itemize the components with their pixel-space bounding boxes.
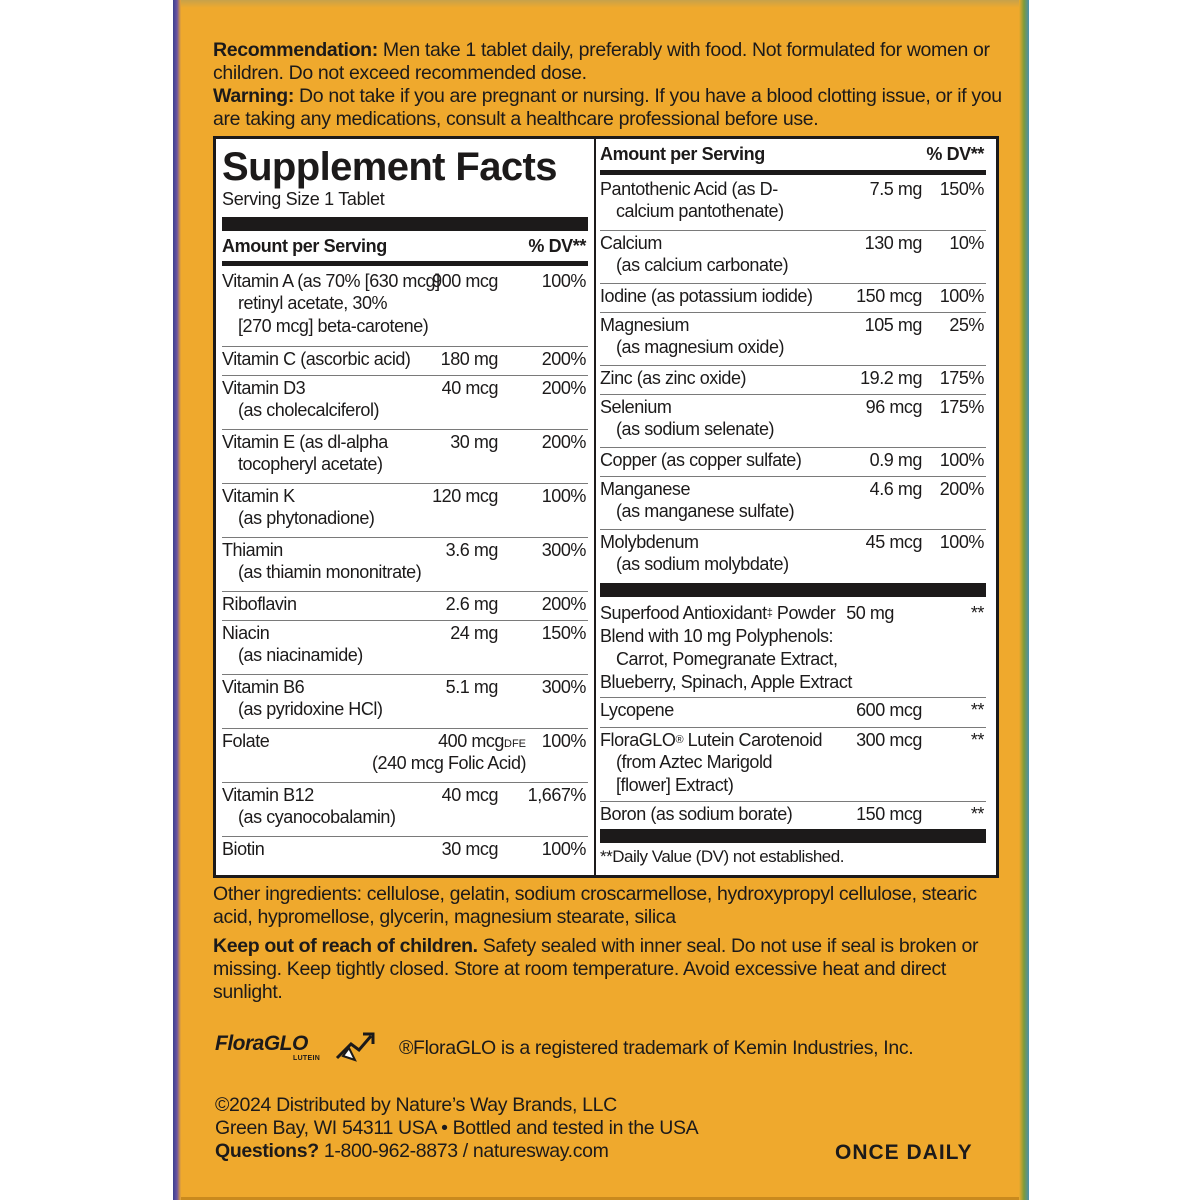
nutrient-source: (as sodium molybdate): [616, 554, 789, 574]
nutrient-source: (as cholecalciferol): [238, 400, 380, 420]
nutrient-amount-value: 900 mcg: [432, 271, 498, 291]
nutrient-dv: 175%: [939, 397, 984, 417]
nutrient-amount-value: 0.9 mg: [869, 450, 922, 470]
nutrient-source: tocopheryl acetate): [238, 454, 383, 474]
warning-paragraph: [213, 85, 1003, 131]
nutrient-amount-value: 120 mcg: [432, 486, 498, 506]
nutrient-amount-value: 30 mcg: [441, 839, 498, 859]
nutrient-name: Vitamin A (as 70% [630 mcg]: [222, 271, 440, 291]
warning-label: Warning:: [213, 85, 294, 107]
nutrient-dv: 25%: [949, 315, 984, 335]
distributor-line: ©2024 Distributed by Nature’s Way Brands, LLC: [215, 1094, 617, 1116]
facts-right-column: [600, 139, 986, 875]
nutrient-row: [222, 537, 588, 591]
nutrient-amount: [442, 838, 498, 861]
nutrient-amount: [866, 531, 922, 554]
nutrient-name: Riboflavin: [222, 594, 297, 614]
nutrient-name: Zinc (as zinc oxide): [600, 368, 747, 388]
nutrient-dv: 200%: [541, 432, 586, 452]
nutrient-dv: **: [970, 700, 984, 720]
address-line: Green Bay, WI 54311 USA • Bottled and tested in the USA: [215, 1117, 699, 1139]
nutrient-name: Iodine (as potassium iodide): [600, 286, 813, 306]
nutrient-source: (as calcium carbonate): [616, 255, 789, 275]
nutrient-row: [600, 283, 986, 312]
nutrient-dv: 100%: [939, 450, 984, 470]
nutrient-source: (240 mcg Folic Acid): [372, 753, 527, 773]
nutrient-amount: [446, 593, 498, 616]
recommendation-text: Men take 1 tablet daily, preferably with food. Not formulated for women or children. Do not exceed recommended dose.: [213, 39, 990, 84]
nutrient-dv: 300%: [541, 540, 586, 560]
nutrient-dv: 200%: [541, 349, 586, 369]
nutrient-dv: 100%: [939, 286, 984, 306]
nutrient-row: [222, 674, 588, 728]
nutrient-name: Selenium: [600, 397, 672, 417]
facts-left-column: [222, 139, 588, 875]
nutrient-amount: [446, 676, 498, 699]
nutrient-amount: 300 mcg: [856, 730, 922, 750]
nutrient-amount: [865, 314, 922, 337]
nutrient-row: [600, 447, 986, 476]
dv-header: % DV**: [528, 236, 586, 256]
nutrient-row: [222, 728, 588, 782]
nutrient-amount: [856, 285, 922, 308]
nutrient-amount: [432, 485, 498, 508]
floraglo-logo: [215, 1030, 377, 1070]
nutrient-dv: **: [970, 730, 984, 750]
keep-out-paragraph: [213, 935, 1003, 1004]
nutrient-amount: [442, 377, 498, 400]
nutrient-name: Magnesium: [600, 315, 689, 335]
package-panel: [173, 0, 1029, 1200]
questions-contact: 1-800-962-8873 / naturesway.com: [318, 1140, 609, 1162]
nutrient-amount-value: 130 mg: [864, 233, 922, 253]
thick-rule: [600, 829, 986, 843]
lycopene-row: [600, 697, 986, 727]
serving-size: Serving Size 1 Tablet: [222, 189, 385, 209]
nutrient-source: (as cyanocobalamin): [238, 807, 396, 827]
nutrient-dv: 100%: [939, 532, 984, 552]
blend-line-2: Blend with 10 mg Polyphenols:: [600, 626, 834, 646]
nutrient-dv: 100%: [541, 731, 586, 751]
nutrient-row: [600, 476, 986, 529]
nutrient-amount-value: 7.5 mg: [869, 179, 922, 199]
nutrient-source: (as thiamin mononitrate): [238, 562, 422, 582]
amount-header: Amount per Serving: [600, 144, 765, 164]
nutrient-amount: [865, 232, 922, 255]
nutrient-source: retinyl acetate, 30% [270 mcg] beta-carotene): [238, 293, 429, 336]
questions-line: [215, 1140, 775, 1163]
nutrient-name: Niacin: [222, 623, 270, 643]
nutrient-amount: [432, 270, 498, 293]
nutrient-amount-value: 3.6 mg: [445, 540, 498, 560]
nutrient-row: [600, 312, 986, 365]
nutrient-row: [222, 836, 588, 865]
nutrient-row: [600, 394, 986, 447]
column-divider: [594, 139, 596, 875]
nutrient-name: Vitamin B6: [222, 677, 305, 697]
nutrient-dv: 100%: [541, 486, 586, 506]
blend-line-1: Superfood Antioxidant‡ Powder: [600, 603, 836, 623]
nutrient-unit-suffix: DFE: [504, 738, 526, 750]
nutrient-source: (as sodium selenate): [616, 419, 775, 439]
nutrient-dv: 200%: [541, 594, 586, 614]
nutrient-row: [222, 269, 588, 345]
nutrient-amount-value: 4.6 mg: [869, 479, 922, 499]
nutrient-dv: 1,667%: [527, 785, 586, 805]
supplement-facts-panel: [213, 136, 999, 878]
facts-title: Supplement Facts: [222, 145, 557, 189]
nutrient-name: Vitamin E (as dl-alpha: [222, 432, 388, 452]
package-top-edge: [173, 0, 1029, 8]
nutrient-amount: [442, 784, 498, 807]
nutrient-amount: [870, 178, 922, 201]
nutrient-name: Manganese: [600, 479, 691, 499]
nutrient-dv: **: [970, 804, 984, 824]
nutrient-row: [222, 782, 588, 836]
nutrient-amount-value: 105 mg: [864, 315, 922, 335]
distribution-info: [215, 1094, 775, 1163]
nutrient-source: (as manganese sulfate): [616, 501, 795, 521]
nutrient-amount-value: 150 mcg: [856, 286, 922, 306]
trademark-notice: ®FloraGLO is a registered trademark of Kemin Industries, Inc.: [399, 1037, 914, 1059]
nutrient-name: Thiamin: [222, 540, 283, 560]
nutrient-source: (as niacinamide): [238, 645, 363, 665]
nutrient-amount-value: 400 mcg: [438, 731, 504, 751]
nutrient-dv: 150%: [939, 179, 984, 199]
header-rule: [600, 170, 986, 175]
nutrient-amount-value: 180 mg: [440, 349, 498, 369]
recommendation-paragraph: [213, 39, 1003, 85]
nutrient-dv: 300%: [541, 677, 586, 697]
blend-row: [600, 601, 986, 695]
nutrient-row: [600, 230, 986, 283]
nutrient-amount: [866, 396, 922, 419]
nutrient-name: Vitamin C (ascorbic acid): [222, 349, 411, 369]
boron-row: [600, 801, 986, 828]
nutrient-dv: 100%: [541, 271, 586, 291]
warning-text: Do not take if you are pregnant or nursing. If you have a blood clotting issue, or if you are taking any medications, consult a healthcare professional before use.: [213, 85, 1002, 130]
nutrient-amount-value: 40 mcg: [441, 785, 498, 805]
blend-line-3: Carrot, Pomegranate Extract,: [616, 649, 838, 669]
package-right-edge: [1019, 0, 1029, 1200]
floraglo-logo-word: FloraGLO: [215, 1032, 308, 1055]
nutrient-amount-value: 24 mg: [450, 623, 498, 643]
nutrient-source-2: [flower] Extract): [616, 775, 734, 795]
nutrient-name: Copper (as copper sulfate): [600, 450, 802, 470]
nutrient-name: Folate: [222, 731, 270, 751]
nutrient-name: Pantothenic Acid (as D-: [600, 179, 778, 199]
other-ingredients-section: [213, 883, 1003, 1010]
nutrient-amount: [870, 478, 922, 501]
left-amount-header-row: [222, 233, 588, 259]
flower-icon: [333, 1030, 375, 1062]
nutrient-row: [600, 529, 986, 582]
nutrient-name: Molybdenum: [600, 532, 699, 552]
nutrient-amount-value: 2.6 mg: [445, 594, 498, 614]
nutrient-name: Lycopene: [600, 700, 674, 720]
nutrient-name: Boron (as sodium borate): [600, 804, 793, 824]
nutrient-amount: [450, 622, 498, 645]
amount-header: Amount per Serving: [222, 236, 387, 256]
nutrient-amount: [870, 449, 922, 472]
dv-header: % DV**: [926, 144, 984, 164]
keep-out-text: Safety sealed with inner seal. Do not use if seal is broken or missing. Keep tightly closed. Store at room temperature. Avoid excessive heat and direct sunlight.: [213, 935, 979, 1003]
nutrient-name: Vitamin K: [222, 486, 295, 506]
nutrient-dv: 175%: [939, 368, 984, 388]
package-left-edge: [173, 0, 181, 1200]
right-amount-header-row: [600, 141, 986, 167]
thick-rule: [600, 583, 986, 597]
thick-rule: [222, 217, 588, 231]
nutrient-amount: 600 mcg: [856, 700, 922, 720]
questions-label: Questions?: [215, 1140, 319, 1162]
nutrient-row: [600, 177, 986, 229]
nutrient-row: [222, 620, 588, 674]
nutrient-amount: [446, 539, 498, 562]
header-rule: [222, 261, 588, 266]
keep-out-label: Keep out of reach of children.: [213, 935, 478, 957]
nutrient-source: (as pyridoxine HCl): [238, 699, 383, 719]
nutrient-dv: 100%: [541, 839, 586, 859]
nutrient-name: Biotin: [222, 839, 265, 859]
nutrient-amount-value: 96 mcg: [865, 397, 922, 417]
nutrient-row: [222, 591, 588, 620]
nutrient-amount: [441, 348, 498, 371]
usage-notes: [213, 39, 1003, 131]
nutrient-source-1: (from Aztec Marigold: [616, 752, 773, 772]
nutrient-name: Calcium: [600, 233, 662, 253]
nutrient-amount-value: 40 mcg: [441, 378, 498, 398]
nutrient-amount: 150 mcg: [856, 804, 922, 824]
nutrient-amount-value: 45 mcg: [865, 532, 922, 552]
nutrient-source: calcium pantothenate): [616, 201, 784, 221]
recommendation-label: Recommendation:: [213, 39, 378, 61]
floraglo-row: [600, 727, 986, 800]
nutrient-source: (as magnesium oxide): [616, 337, 785, 357]
blend-line-4: Blueberry, Spinach, Apple Extract: [600, 672, 852, 692]
nutrient-amount-value: 19.2 mg: [860, 368, 922, 388]
nutrient-dv: 200%: [939, 479, 984, 499]
nutrient-row: [222, 483, 588, 537]
nutrient-name: Vitamin B12: [222, 785, 314, 805]
nutrient-amount: [450, 431, 498, 454]
floraglo-logo-sub: LUTEIN: [293, 1055, 321, 1062]
blend-dv: **: [970, 603, 984, 623]
nutrient-row: [222, 429, 588, 483]
nutrient-row: [222, 375, 588, 429]
nutrient-amount: [860, 367, 922, 390]
nutrient-amount-value: 5.1 mg: [445, 677, 498, 697]
nutrient-name: FloraGLO® Lutein Carotenoid: [600, 730, 823, 750]
nutrient-dv: 200%: [541, 378, 586, 398]
nutrient-dv: 150%: [541, 623, 586, 643]
dv-footnote: **Daily Value (DV) not established.: [600, 847, 844, 866]
nutrient-row: [600, 365, 986, 394]
nutrient-name: Vitamin D3: [222, 378, 306, 398]
nutrient-amount-value: 30 mg: [450, 432, 498, 452]
other-ingredients: Other ingredients: cellulose, gelatin, sodium croscarmellose, hydroxypropyl cellulose, stearic acid, hypromellose, glycerin, magnesium stearate, silica: [213, 883, 977, 928]
nutrient-dv: 10%: [949, 233, 984, 253]
nutrient-source: (as phytonadione): [238, 508, 375, 528]
blend-amount: 50 mg: [846, 603, 894, 623]
once-daily-badge: ONCE DAILY: [835, 1141, 973, 1164]
nutrient-row: [222, 346, 588, 375]
